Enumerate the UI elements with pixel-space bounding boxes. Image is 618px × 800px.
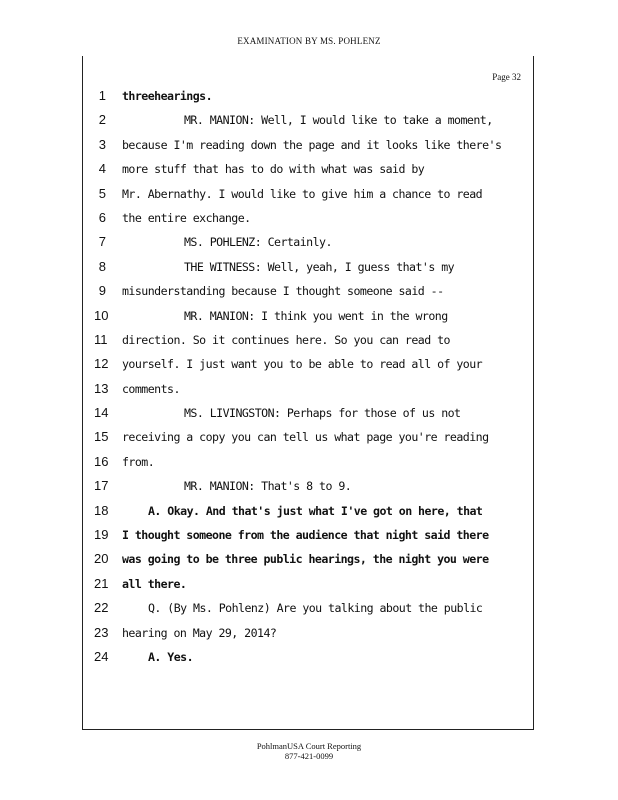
line-number: 7 — [98, 234, 106, 250]
transcript-line: the entire exchange. — [122, 210, 251, 225]
transcript-line: from. — [122, 454, 155, 469]
transcript-line: Mr. Abernathy. I would like to give him a chance to read — [122, 186, 483, 201]
line-number: 1 — [98, 88, 106, 103]
footer-company: PohlmanUSA Court Reporting — [256, 741, 362, 751]
line-number: 23 — [94, 624, 109, 640]
transcript-line: MR. MANION: I think you went in the wrong — [184, 308, 448, 323]
line-number: 13 — [94, 380, 109, 396]
line-number: 20 — [94, 551, 109, 567]
line-number: 17 — [94, 478, 109, 494]
transcript-line: MS. LIVINGSTON: Perhaps for those of us not — [184, 406, 461, 421]
transcript-line: A. Yes. — [148, 649, 194, 664]
line-number: 10 — [94, 307, 109, 323]
page-header: EXAMINATION BY MS. POHLENZ — [237, 36, 381, 46]
transcript-line: hearing on May 29, 2014? — [122, 625, 277, 640]
line-number: 5 — [98, 185, 106, 201]
transcript-line: was going to be three public hearings, the night you were — [122, 552, 489, 567]
transcript-line: all there. — [122, 576, 187, 591]
line-number: 11 — [94, 331, 108, 347]
transcript-line: THE WITNESS: Well, yeah, I guess that's my — [184, 259, 455, 274]
transcript-line: receiving a copy you can tell us what page you're reading — [122, 430, 489, 445]
page-footer — [0, 741, 618, 761]
transcript-line: more stuff that has to do with what was said by — [122, 162, 425, 177]
transcript-line: MR. MANION: Well, I would like to take a moment, — [184, 113, 493, 128]
transcript-text — [122, 86, 534, 671]
line-number: 9 — [98, 283, 106, 299]
transcript-line: MS. POHLENZ: Certainly. — [184, 235, 332, 250]
transcript-line: direction. So it continues here. So you can read to — [122, 332, 450, 347]
line-number: 3 — [98, 136, 106, 152]
transcript-line: A. Okay. And that's just what I've got on here, that — [148, 503, 483, 518]
transcript-line: MR. MANION: That's 8 to 9. — [184, 479, 352, 494]
transcript-line: comments. — [122, 381, 180, 396]
line-number: 19 — [94, 527, 109, 543]
line-number: 21 — [94, 575, 109, 591]
line-number: 8 — [98, 258, 106, 274]
line-number: 14 — [94, 405, 109, 421]
line-number: 18 — [94, 502, 109, 518]
footer-phone: 877-421-0099 — [284, 751, 334, 761]
line-number: 24 — [94, 648, 109, 664]
line-number: 15 — [94, 429, 109, 445]
page-number: Page 32 — [492, 72, 521, 82]
line-number: 16 — [94, 453, 109, 469]
transcript-line: yourself. I just want you to be able to read all of your — [122, 357, 483, 372]
line-number: 6 — [98, 209, 106, 225]
line-number: 2 — [98, 112, 106, 128]
transcript-line: misunderstanding because I thought someone said -- — [122, 284, 444, 299]
line-number: 4 — [98, 161, 106, 177]
transcript-line: I thought someone from the audience that night said there — [122, 528, 489, 543]
line-number-column — [94, 86, 109, 671]
line-number: 22 — [94, 600, 109, 616]
transcript-line: Q. (By Ms. Pohlenz) Are you talking about the public — [148, 601, 483, 616]
transcript-line: because I'm reading down the page and it looks like there's — [122, 137, 502, 152]
transcript-line: threehearings. — [122, 89, 213, 103]
line-number: 12 — [94, 356, 109, 372]
